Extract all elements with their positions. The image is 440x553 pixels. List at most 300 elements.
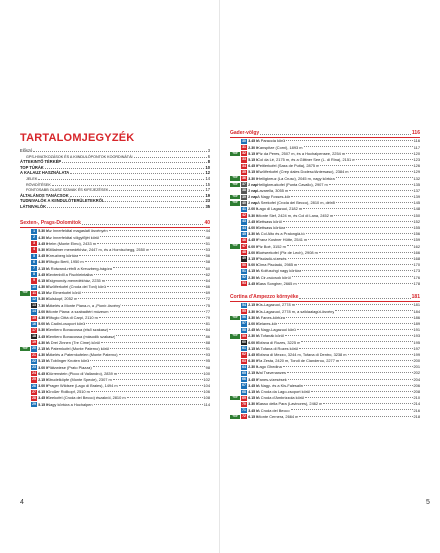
top-badge: [230, 328, 240, 332]
leader-dots: [119, 354, 205, 355]
tour-name: Piz Boè, 3152 m: [257, 243, 286, 249]
tour-page: 98: [205, 364, 210, 370]
tour-page: 156: [413, 231, 420, 237]
tour-name: A Drei Zinnen (Tre Cime) körül: [47, 339, 100, 345]
leader-dots: [110, 311, 205, 312]
tour-duration: 5.15 h: [248, 170, 259, 175]
tour-page: 178: [413, 280, 420, 286]
tour-name: Strudelköpfe (Monte Specie), 2307 m: [47, 376, 112, 382]
tour-name: Lago di Lagazuoi, 2182 m: [257, 206, 303, 212]
tour-name: Plätzwiese (Prato Piazza): [47, 364, 92, 370]
leader-dots: [113, 267, 205, 268]
tour-duration: 5.15 h: [248, 157, 259, 162]
top-badge: [230, 365, 240, 369]
tour-number-badge: 31: [242, 145, 246, 150]
tour-page: 193: [413, 333, 420, 339]
tour-name: Lago Ghedina: [257, 364, 282, 370]
tour-name: Zsigmondy-menedékház, 2235 m: [47, 277, 106, 283]
tour-page: 129: [413, 169, 420, 175]
page-number-left: 4: [20, 499, 24, 506]
tour-number-badge: 23: [32, 365, 36, 370]
top-badge: [20, 322, 30, 326]
top-badge: [20, 359, 30, 363]
tour-duration: 6.45 h: [248, 164, 259, 169]
tour-duration: 2 nap: [248, 188, 258, 193]
top-badge: [20, 372, 30, 376]
tour-name: Zwölferkofel (Crep dales Dodesc/Antersasc), 2384 m: [257, 169, 349, 175]
tour-name: Az Innerfeldtal völgyfőjét körül: [47, 234, 100, 240]
tour-duration: 2 nap: [248, 195, 258, 200]
top-badge: [230, 139, 240, 143]
toc-line-page: 15: [205, 181, 210, 187]
toc-line-label: LÁTNIVALÓK: [20, 203, 47, 209]
tour-name: A Cir-csúcsok körül: [257, 274, 291, 280]
leader-dots: [304, 385, 413, 386]
tour-page: 53: [205, 246, 210, 252]
top-badge: [20, 254, 30, 258]
toc-line-page: 14: [205, 175, 210, 181]
tour-duration: 6.00 h: [248, 244, 259, 249]
tour-page: 199: [413, 351, 420, 357]
tour-name: A Seekofel (Croda del Becco), 2810 m, délről: [257, 200, 336, 206]
tour-duration: 3.15 h: [248, 256, 259, 261]
tour-number-badge: 72: [242, 414, 246, 419]
tour-name: Tofana di Rozes, 3225 m: [257, 339, 301, 345]
tour-number-badge: 52: [242, 275, 246, 280]
tour-page: 104: [203, 383, 210, 389]
tour-number-badge: 9: [31, 278, 38, 283]
page-number-right: 5: [426, 499, 430, 506]
tour-page: 66: [205, 284, 210, 290]
tour-number-badge: 69: [242, 395, 246, 400]
tour-duration: 4.30 h: [38, 285, 49, 290]
leader-dots: [303, 208, 412, 209]
tour-number-badge: 58: [242, 327, 246, 332]
tour-name: A Kolfuschgi nagy körtúra: [257, 268, 302, 274]
tour-duration: 3.45 h: [248, 377, 259, 382]
tour-page: 106: [203, 389, 210, 395]
tour-number-badge: 7: [31, 266, 38, 271]
tour-duration: 5.30 h: [38, 247, 49, 252]
section-title: Cortina d'Ampezzo környéke: [230, 294, 299, 300]
tour-page: 44: [205, 228, 210, 234]
toc-line-label: TUDNIVALÓK A KIINDULÓTERÜLETEKRŐL: [20, 198, 105, 204]
tour-number-badge: 41: [242, 206, 246, 211]
tour-name: Átkelés a Paternkofelen (Monte Paterno): [47, 352, 118, 358]
leader-dots: [86, 323, 204, 324]
tour-name: A Croda d'Ambrizzola körül: [257, 395, 305, 401]
tour-page: 75: [205, 302, 210, 308]
leader-dots: [283, 366, 413, 367]
tour-number-badge: 50: [242, 262, 246, 267]
tour-duration: 3.15 h: [248, 346, 259, 351]
tour-number-badge: 33: [242, 157, 246, 162]
top-badge: [20, 341, 30, 345]
tour-name: Nagy körtúra a Hochalpen: [47, 401, 93, 407]
top-badge: [20, 328, 30, 332]
tour-name: Kis-Lagazuoi, 2778 m, a sziklaalagút-ösvény: [257, 308, 335, 314]
tour-duration: 6.45 h: [38, 371, 49, 376]
top-badge: [230, 232, 240, 236]
tour-number-badge: 6: [31, 260, 38, 265]
leader-dots: [119, 385, 203, 386]
tour-name: Dürrenstein (Picco di Vallandro), 2839 m: [47, 370, 118, 376]
top-badge: [230, 257, 240, 261]
tour-number-badge: 63: [242, 358, 246, 363]
section-heading: [230, 294, 420, 302]
tour-number-badge: 26: [32, 383, 36, 388]
tour-number-badge: 44: [242, 225, 246, 230]
tour-number-badge: 30: [242, 138, 246, 143]
tour-number-badge: 3: [31, 241, 38, 246]
tour-page: 108: [203, 395, 210, 401]
top-badge: [230, 269, 240, 273]
tour-page: 195: [413, 339, 420, 345]
top-badge: [230, 322, 240, 326]
tour-row: [230, 281, 420, 287]
leader-dots: [346, 153, 412, 154]
leader-dots: [335, 310, 412, 311]
tour-number-badge: 27: [32, 389, 36, 394]
toc-line-page: 35: [205, 203, 210, 209]
tour-number-badge: 61: [242, 346, 246, 351]
tour-duration: 3.30 h: [248, 232, 259, 237]
leader-dots: [127, 397, 203, 398]
toc-line-page: 17: [205, 187, 210, 193]
tour-number-badge: 17: [32, 327, 36, 332]
tour-number-badge: 12: [32, 296, 36, 301]
top-badge: [20, 316, 30, 320]
leader-dots: [291, 409, 413, 410]
tour-name: Az Elmerkofel körül: [47, 290, 81, 296]
tour-page: 176: [413, 274, 420, 280]
tour-page: 184: [413, 308, 420, 314]
tour-duration: 3.00 h: [38, 309, 49, 314]
leader-dots: [99, 317, 205, 318]
tour-page: 60: [205, 265, 210, 271]
toc-line-label: ÁLTALÁNOS TANÁCSOK: [20, 192, 69, 198]
leader-dots: [116, 335, 204, 336]
tour-duration: 3.45 h: [38, 241, 49, 246]
leader-dots: [289, 190, 412, 191]
leader-dots: [62, 162, 207, 163]
leader-dots: [79, 255, 204, 256]
leader-dots: [304, 146, 413, 147]
leader-dots: [286, 317, 413, 318]
tour-page: 210: [413, 395, 420, 401]
leader-dots: [101, 342, 205, 343]
tour-page: 58: [205, 259, 210, 265]
tour-name: Kis-Lagazuoi, 2778 m: [257, 302, 295, 308]
tour-duration: 6.15 h: [38, 291, 49, 296]
tour-duration: 4.30 h: [38, 260, 49, 265]
top-badge: [20, 396, 30, 400]
leader-dots: [278, 323, 412, 324]
tour-page: 186: [413, 314, 420, 320]
tour-duration: 3.30 h: [248, 315, 259, 320]
tour-duration: 3.30 h: [248, 402, 259, 407]
top-badge: [20, 334, 30, 338]
tour-number-badge: 18: [32, 334, 36, 339]
tour-page: 72: [205, 296, 210, 302]
section-title: Gader-völgy: [230, 130, 260, 136]
top-badge: [20, 235, 30, 239]
tour-duration: 6.30 h: [248, 359, 259, 364]
leader-dots: [94, 404, 203, 405]
tour-duration: 5.30 h: [38, 328, 49, 333]
top-badge: [230, 207, 240, 211]
tour-number-badge: 19: [32, 340, 36, 345]
tour-number-badge: 60: [242, 340, 246, 345]
tour-page: 123: [413, 156, 420, 162]
tour-page: 200: [413, 358, 420, 364]
leader-dots: [296, 304, 413, 305]
tour-page: 197: [413, 345, 420, 351]
tour-name: Heiligkreuz (La Crusc), 2045 m, nagy körtúra: [257, 175, 335, 181]
tour-row: [20, 402, 210, 408]
tour-duration: 7.30 h: [38, 303, 49, 308]
leader-dots: [38, 179, 204, 180]
tour-duration: 3.45 h: [248, 352, 259, 357]
tour-number-badge: 14: [32, 309, 36, 314]
tour-duration: 4.30 h: [38, 340, 49, 345]
tour-number-badge: 42: [242, 213, 246, 218]
leader-dots: [305, 397, 412, 398]
tour-name: Ra Zesta, 2420 m, Tondi de Cianderou, 2277 m: [257, 358, 340, 364]
top-badge: [230, 145, 240, 149]
leader-dots: [299, 348, 412, 349]
tour-name: A Croda del Becco: [257, 407, 290, 413]
tour-name: A Col Alto és a Pralongià-tó: [257, 231, 305, 237]
tour-name: Sextenből a Fischleintalba: [47, 271, 93, 277]
tour-page: 150: [413, 212, 420, 218]
top-badge: [20, 285, 30, 289]
top-badge: [230, 340, 240, 344]
tour-page: 69: [205, 290, 210, 296]
top-badge: [20, 248, 30, 252]
tour-name: Col da Lé, 2175 m, és a Glittner See (L. di Rina), 2151 m: [257, 156, 356, 162]
tour-page: 148: [413, 206, 420, 212]
toc-line: [20, 204, 210, 210]
tour-duration: 6.15 h: [248, 414, 259, 419]
tour-number-badge: 36: [242, 176, 246, 181]
tour-duration: 2.15 h: [38, 346, 49, 351]
tour-duration: 4.15 h: [248, 390, 259, 395]
tour-number-badge: 11: [32, 290, 36, 295]
leader-dots: [94, 274, 205, 275]
leader-dots: [308, 239, 412, 240]
tour-number-badge: 10: [32, 284, 36, 289]
tour-number-badge: 40: [242, 200, 246, 205]
tour-duration: 3.45 h: [248, 281, 259, 286]
tour-number-badge: 15: [32, 315, 36, 320]
section-heading: [230, 130, 420, 138]
leader-dots: [340, 360, 412, 361]
tour-duration: 2.15 h: [248, 303, 259, 308]
leader-dots: [348, 354, 413, 355]
tour-name: Rifugio Berti, 1950 m: [47, 259, 84, 265]
leader-dots: [286, 227, 412, 228]
tour-duration: 3.45 h: [38, 272, 49, 277]
leader-dots: [283, 221, 413, 222]
leader-dots: [113, 379, 203, 380]
tour-name: Piz da Peres, 2507 m, és a Hochalpensee, 2254 m: [257, 150, 346, 156]
leader-dots: [299, 416, 412, 417]
section-gader: [230, 130, 420, 287]
tour-name: A Nagy- és a Kis-Falesalin: [257, 382, 303, 388]
top-badge: [230, 238, 240, 242]
leader-dots: [107, 286, 204, 287]
top-badge: [20, 273, 30, 277]
tour-name: Selares-kör: [257, 320, 278, 326]
tour-duration: 3.45 h: [248, 139, 259, 144]
tour-number-badge: 65: [242, 370, 246, 375]
tour-duration: 3.45 h: [38, 334, 49, 339]
tour-page: 202: [413, 370, 420, 376]
top-badge: [230, 353, 240, 357]
tour-duration: 3.00 h: [38, 384, 49, 389]
top-badge: [230, 378, 240, 382]
toc-line-page: 23: [205, 198, 210, 204]
tour-number-badge: 32: [242, 151, 246, 156]
tour-duration: 4.30 h: [38, 316, 49, 321]
top-badge: [230, 371, 240, 375]
tour-page: 139: [413, 194, 420, 200]
tour-name: Seekofel (Croda del Becco) északról, 2810 m: [47, 395, 126, 401]
tour-name: Settsass körtúra: [257, 225, 286, 231]
section-page: 181: [411, 294, 420, 300]
tour-number-badge: 25: [32, 377, 36, 382]
tour-duration: 6.00 h: [248, 340, 259, 345]
tour-number-badge: 49: [242, 256, 246, 261]
tour-name: Lavarella, 3055 m: [257, 187, 289, 193]
tour-name: Settsass körül: [257, 218, 282, 224]
tour-name: Heiligkreuzkofel (Punta Cavallo), 2907 m: [257, 181, 328, 187]
tour-duration: 5.30 h: [38, 297, 49, 302]
top-badge: [20, 310, 30, 314]
leader-dots: [82, 292, 205, 293]
tour-duration: 2 nap: [248, 182, 258, 187]
tour-name: Sass Songher, 2665 m: [257, 280, 297, 286]
leader-dots: [91, 391, 203, 392]
toc-front-matter: [20, 148, 210, 210]
tour-number-badge: 8: [31, 272, 38, 277]
tour-name: Sulskopf, 2052 m: [47, 296, 78, 302]
tour-name: A Tofana di Rozes körül: [257, 345, 299, 351]
tour-duration: 6.15 h: [38, 390, 49, 395]
leader-dots: [288, 258, 413, 259]
leader-dots: [150, 249, 204, 250]
leader-dots: [302, 270, 412, 271]
leader-dots: [334, 215, 412, 216]
toc-title: TARTALOMJEGYZÉK: [20, 132, 135, 144]
top-badge: [20, 279, 30, 283]
tour-page: 95: [205, 358, 210, 364]
tour-duration: 3.45 h: [38, 396, 49, 401]
tour-name: Monte Piana: a szabadtéri múzeum: [47, 308, 109, 314]
leader-dots: [287, 245, 413, 246]
leader-dots: [122, 305, 204, 306]
tour-name: Kanspitze (Corni), 1893 m: [257, 144, 303, 150]
leader-dots: [298, 283, 413, 284]
leader-dots: [336, 177, 413, 178]
tour-duration: 4.30 h: [38, 353, 49, 358]
tour-page: 152: [413, 218, 420, 224]
tour-number-badge: 39: [242, 194, 246, 199]
leader-dots: [336, 202, 412, 203]
tour-page: 132: [413, 175, 420, 181]
tour-name: A Rotwand-rétről a Kreuzberg-hágóra: [47, 265, 112, 271]
tour-number-badge: 53: [242, 281, 246, 286]
tour-page: 56: [205, 253, 210, 259]
tour-page: 155: [413, 225, 420, 231]
tour-name: Sentiero Bonacossa (első szakasz): [47, 327, 109, 333]
top-badge: [230, 251, 240, 255]
tour-number-badge: 4: [31, 247, 38, 252]
leader-dots: [291, 196, 412, 197]
top-badge: TOP: [20, 291, 30, 295]
leader-dots: [97, 243, 205, 244]
tour-number-badge: 70: [242, 401, 246, 406]
tour-name: A Tofanák körül: [257, 333, 284, 339]
tour-name: Sasso della Para (Lavinores), 2462 m: [257, 401, 323, 407]
leader-dots: [78, 298, 204, 299]
tour-page: 218: [413, 413, 420, 419]
toc-line-label: Előszó: [20, 148, 33, 153]
top-badge: [20, 229, 30, 233]
tour-number-badge: 66: [242, 377, 246, 382]
tour-duration: 4.00 h: [248, 226, 259, 231]
leader-dots: [260, 130, 411, 135]
tour-name: Großer Rollkopf, 2510 m: [47, 389, 90, 395]
tour-number-badge: 64: [242, 364, 246, 369]
tour-duration: 5.30 h: [248, 213, 259, 218]
leader-dots: [90, 360, 204, 361]
tour-page: 126: [413, 163, 420, 169]
top-badge: [20, 353, 30, 357]
tour-number-badge: 20: [32, 346, 36, 351]
tour-page: 117: [413, 144, 420, 150]
top-badge: TOP: [230, 334, 240, 338]
leader-dots: [311, 391, 412, 392]
tour-duration: 2.30 h: [248, 275, 259, 280]
tour-duration: 5.15 h: [38, 359, 49, 364]
top-badge: [20, 378, 30, 382]
tour-page: 135: [413, 181, 420, 187]
tour-number-badge: 47: [242, 244, 246, 249]
tour-name: Fanes-vízesések: [257, 376, 287, 382]
leader-dots: [106, 280, 205, 281]
top-badge: [20, 297, 30, 301]
top-badge: [20, 260, 30, 264]
leader-dots: [45, 168, 205, 169]
tour-page: 159: [413, 237, 420, 243]
tour-name: Átkelés a Monte Piana-n, a „Pionír-ösvény”: [47, 302, 122, 308]
tour-number-badge: 22: [32, 358, 36, 363]
tour-number-badge: 62: [242, 352, 246, 357]
tour-name: Az Innerfeldtal magaslati ösvényén: [47, 228, 108, 234]
leader-dots: [320, 165, 412, 166]
tour-name: A Fanes-körtúra: [257, 314, 285, 320]
tour-page: 79: [205, 315, 210, 321]
leader-dots: [292, 276, 413, 277]
leader-dots: [109, 230, 205, 231]
tour-duration: 3.00 h: [248, 321, 259, 326]
tour-page: 62: [205, 271, 210, 277]
top-badge: [230, 263, 240, 267]
tour-page: 145: [413, 200, 420, 206]
tour-page: 64: [205, 277, 210, 283]
